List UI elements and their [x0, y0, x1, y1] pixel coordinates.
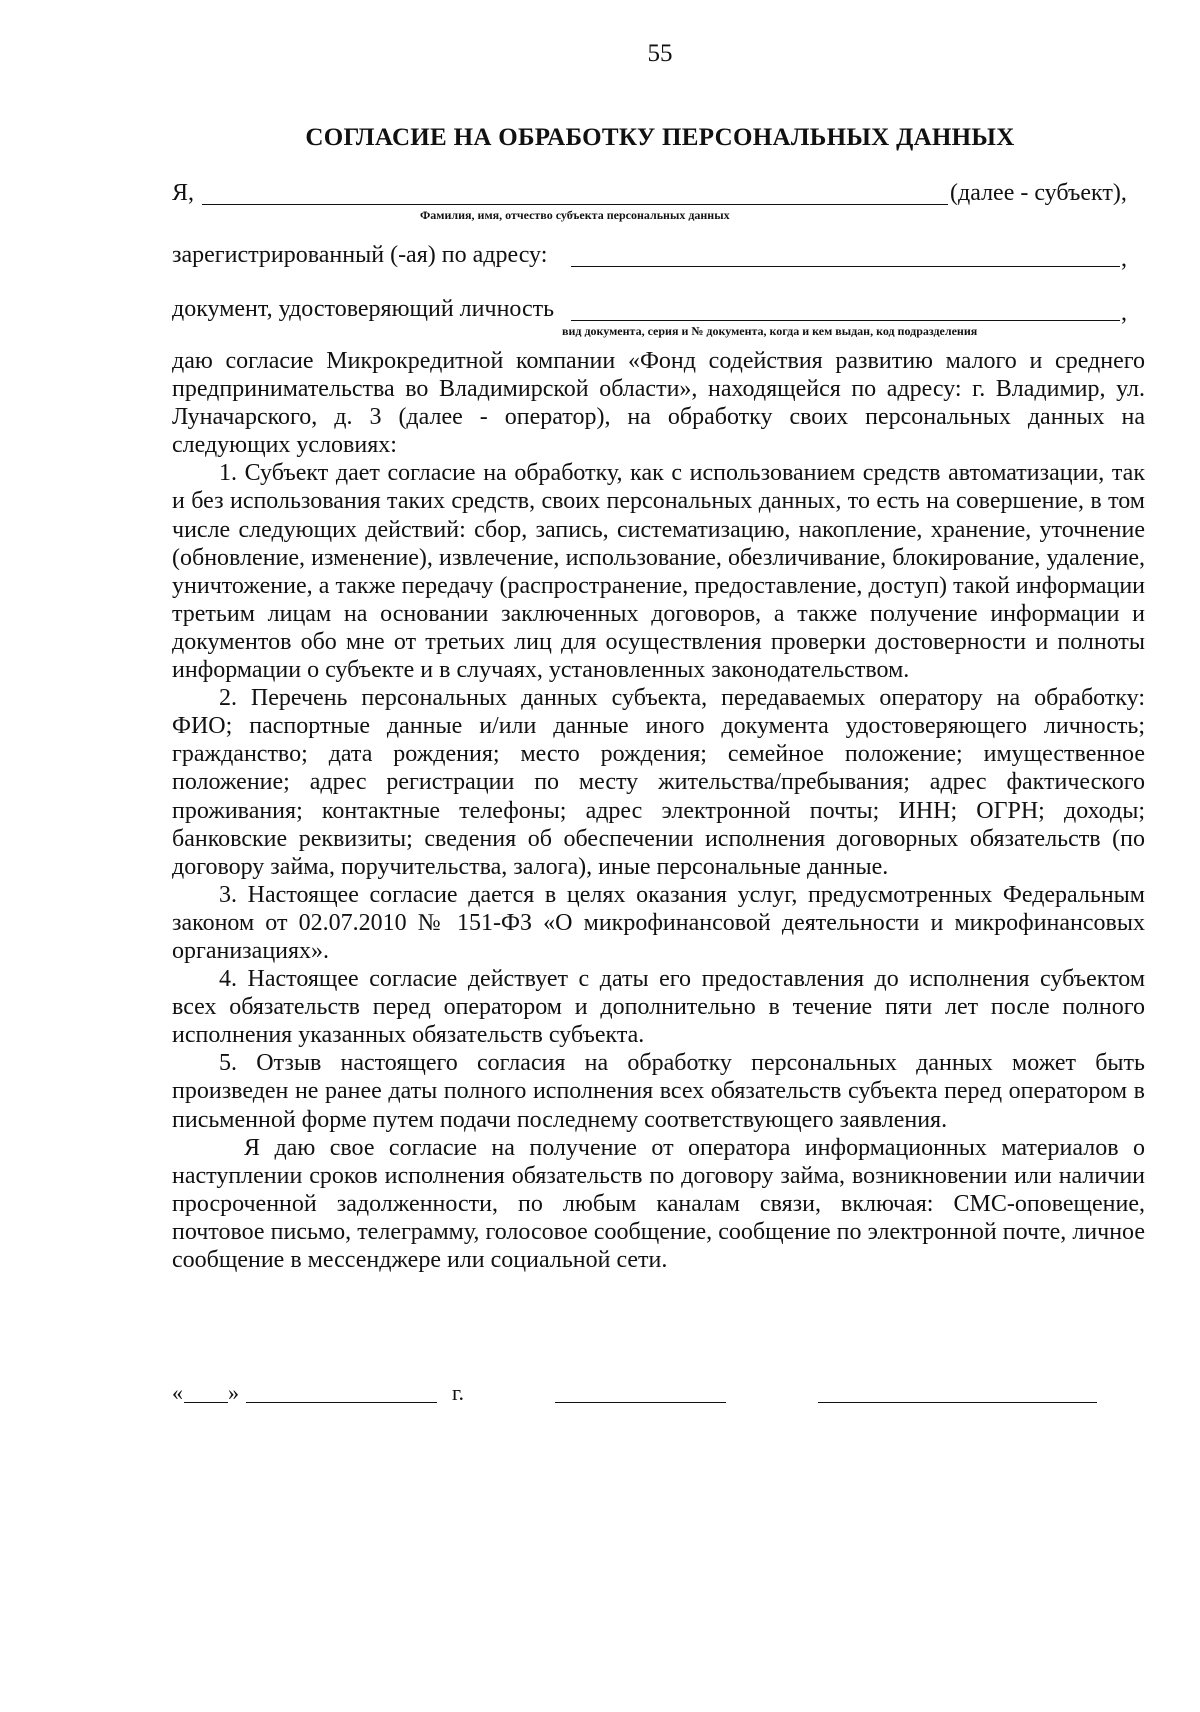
year-suffix: г. [452, 1380, 465, 1405]
clause-5: 5. Отзыв настоящего согласия на обработку персональных данных может быть произведен не ранее даты полного исполнения всех обязательств субъекта перед оператором в письменной форме путем подачи последнему соответствующего заявления. [172, 1050, 1145, 1133]
address-label: зарегистрированный (-ая) по адресу: [172, 242, 548, 268]
date-open-quote: « [172, 1380, 183, 1405]
address-field-line[interactable] [571, 266, 1120, 267]
name-field-line[interactable] [202, 204, 948, 205]
clause-2: 2. Перечень персональных данных субъекта, передаваемых оператору на обработку: ФИО; паспортные данные и/или данные иного документа удостоверяющего личность; гражданство; дата рождения; место рождения; семейное положение; имущественное положение; адрес регистрации по месту жительства/пребывания; адрес фактического проживания; контактные телефоны; адрес электронной почты; ИНН; ОГРН; доходы; банковские реквизиты; сведения об обеспечении исполнения договорных обязательств (по договору займа, поручительства, залога), иные персональные данные. [172, 685, 1145, 880]
name-field-hint: Фамилия, имя, отчество субъекта персональных данных [420, 208, 730, 222]
i-prefix: Я, [172, 180, 195, 206]
document-field-line[interactable] [571, 320, 1120, 321]
subject-suffix: (далее - субъект), [950, 180, 1127, 206]
notification-consent-paragraph: Я даю свое согласие на получение от оператора информационных материалов о наступлении сроков исполнения обязательств по договору займа, возникновении или наличии просроченной задолженности, по любым каналам связи, включая: СМС-оповещение, почтовое письмо, телеграмму, голосовое сообщение, сообщение по электронной почте, личное сообщение в мессенджере или социальной сети. [172, 1134, 1145, 1273]
date-day-line[interactable] [184, 1402, 228, 1403]
signature-name-line[interactable] [818, 1402, 1097, 1403]
document-title: СОГЛАСИЕ НА ОБРАБОТКУ ПЕРСОНАЛЬНЫХ ДАННЫХ [305, 124, 1015, 151]
address-end: , [1121, 246, 1127, 272]
signature-line[interactable] [555, 1402, 726, 1403]
clause-1: 1. Субъект дает согласие на обработку, как с использованием средств автоматизации, так и без использования таких средств, своих персональных данных, то есть на совершение, в том числе следующих действий: сбор, запись, систематизацию, накопление, хранение, уточнение (обновление, изменение), извлечение, использование, обезличивание, блокирование, удаление, уничтожение, а также передачу (распространение, предоставление, доступ) такой информации третьим лицам на основании заключенных договоров, а также получение информации и документов обо мне от третьих лиц для осуществления проверки достоверности и полноты информации о субъекте и в случаях, установленных законодательством. [172, 460, 1145, 684]
document-field-hint: вид документа, серия и № документа, когда и кем выдан, код подразделения [562, 324, 978, 338]
clause-4: 4. Настоящее согласие действует с даты его предоставления до исполнения субъектом всех обязательств перед оператором и дополнительно в течение пяти лет после полного исполнения указанных обязательств субъекта. [172, 966, 1145, 1049]
consent-body [172, 347, 1145, 1274]
page-number: 55 [647, 40, 673, 67]
date-close-quote: » [228, 1380, 239, 1405]
date-month-line[interactable] [246, 1402, 437, 1403]
document-label: документ, удостоверяющий личность [172, 296, 555, 322]
document-end: , [1121, 300, 1127, 326]
intro-paragraph: даю согласие Микрокредитной компании «Фонд содействия развитию малого и среднего предпринимательства во Владимирской области», находящейся по адресу: г. Владимир, ул. Луначарского, д. 3 (далее - оператор), на обработку своих персональных данных на следующих условиях: [172, 348, 1145, 459]
clause-3: 3. Настоящее согласие дается в целях оказания услуг, предусмотренных Федеральным законом от 02.07.2010 № 151-ФЗ «О микрофинансовой деятельности и микрофинансовых организациях». [172, 881, 1145, 964]
